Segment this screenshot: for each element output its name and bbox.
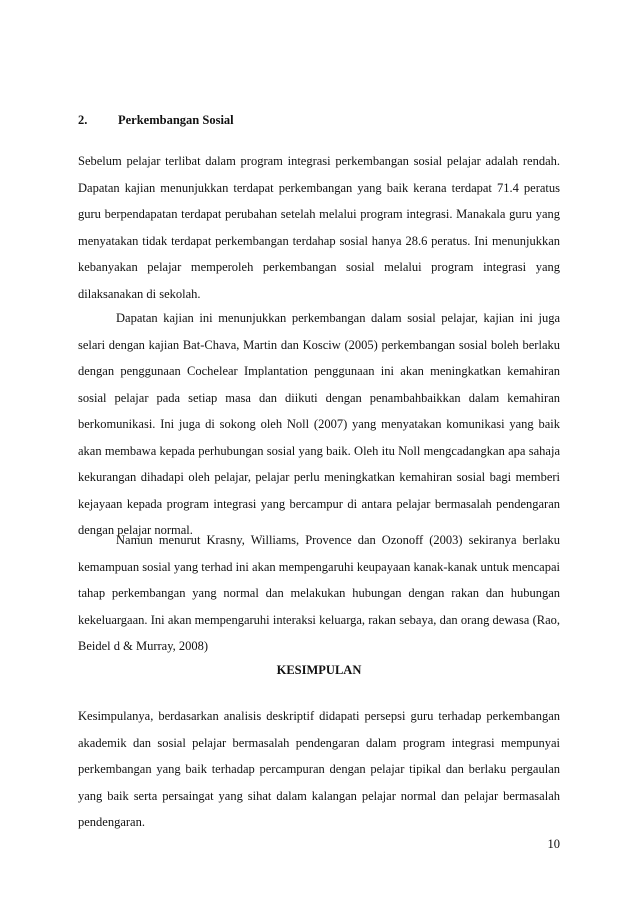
section-title: Perkembangan Sosial <box>118 113 234 127</box>
page-number: 10 <box>547 837 560 851</box>
paragraph-social-development-intro: Sebelum pelajar terlibat dalam program integrasi perkembangan sosial pelajar adalah rendah. Dapatan kajian menunjukkan terdapat perkembangan yang baik kerana terdapat 71.4 peratus guru berpendapatan terdapat perubahan setelah melalui program integrasi. Manakala guru yang menyatakan tidak terdapat perkembangan terdahap sosial hanya 28.6 peratus. Ini menunjukkan kebanyakan pelajar memperoleh perkembangan sosial melalui program integrasi yang dilaksanakan di sekolah. <box>78 154 560 301</box>
conclusion-heading: KESIMPULAN <box>276 663 362 677</box>
paragraph-conclusion: Kesimpulanya, berdasarkan analisis deskriptif didapati persepsi guru terhadap perkembangan akademik dan sosial pelajar bermasalah pendengaran dalam program integrasi mempunyai perkembangan yang baik terhadap percampuran dengan pelajar tipikal dan berlaku pergaulan yang baik serta persaingat yang sihat dalam kalangan pelajar normal dan pelajar bermasalah pendengaran. <box>78 709 560 829</box>
paragraph-social-limitations: Namun menurut Krasny, Williams, Provence dan Ozonoff (2003) sekiranya berlaku kemampuan sosial yang terhad ini akan mempengaruhi keupayaan kanak-kanak untuk mencapai tahap perkembangan yang normal dan melakukan hubungan dengan rakan dan hubungan kekeluargaan. Ini akan mempengaruhi interaksi keluarga, rakan sebaya, dan orang dewasa (Rao, Beidel d & Murray, 2008) <box>78 533 560 653</box>
section-number: 2. <box>78 113 88 127</box>
section-heading <box>78 112 234 128</box>
paragraph-social-findings: Dapatan kajian ini menunjukkan perkembangan dalam sosial pelajar, kajian ini juga selari dengan kajian Bat-Chava, Martin dan Kosciw (2005) perkembangan sosial boleh berlaku dengan penggunaan Cochelear Implantation penggunaan ini akan meningkatkan kemahiran sosial pelajar pada setiap masa dan diikuti dengan penambahbaikkan dalam kemahiran berkomunikasi. Ini juga di sokong oleh Noll (2007) yang menyatakan komunikasi yang baik akan membawa kepada perhubungan sosial yang baik. Oleh itu Noll mengcadangkan apa sahaja kekurangan dihadapi oleh pelajar, pelajar perlu meningkatkan kemahiran sosial bagi memberi kejayaan kepada program integrasi yang bercampur di antara pelajar bermasalah pendengaran dengan pelajar normal. <box>78 311 560 537</box>
